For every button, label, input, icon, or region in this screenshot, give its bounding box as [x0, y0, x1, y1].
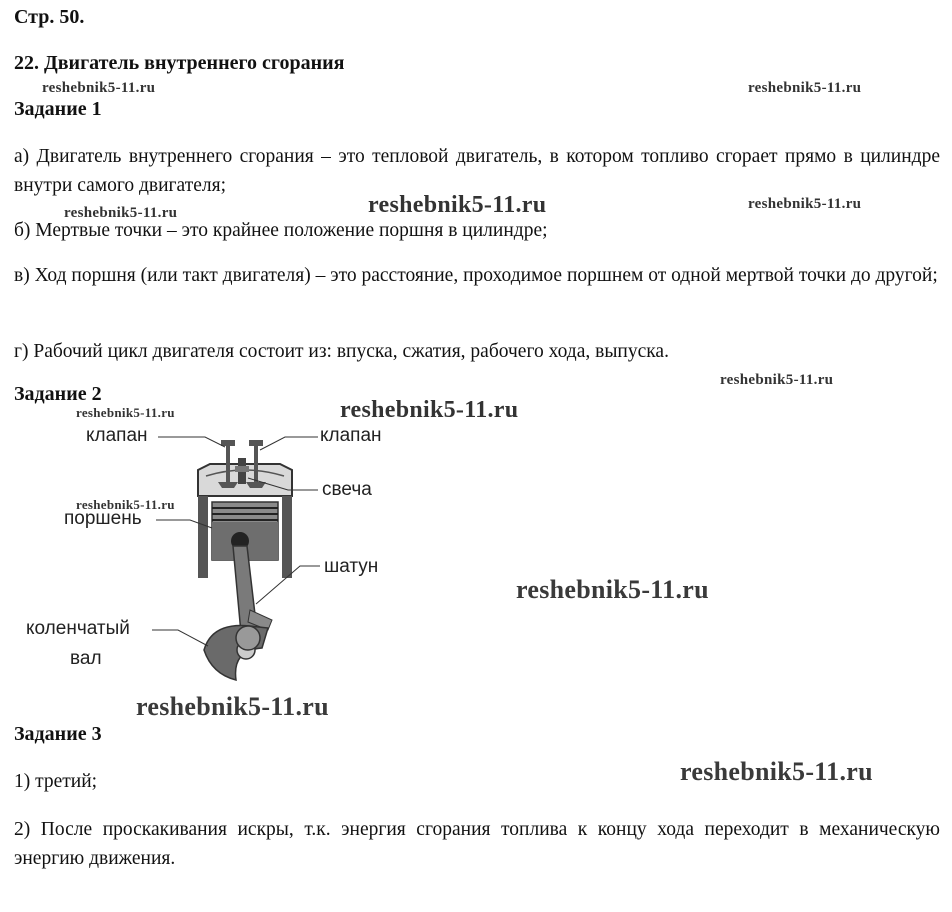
- task2-title: Задание 2: [14, 383, 102, 405]
- leader-valve-left: [158, 437, 225, 447]
- task1-answer-b: б) Мертвые точки – это крайнее положение поршня в цилиндре;: [14, 220, 548, 241]
- watermark: reshebnik5-11.ru: [64, 205, 178, 221]
- cylinder-wall-left: [198, 496, 208, 578]
- label-spark-plug: свеча: [322, 479, 372, 500]
- label-valve-right: клапан: [320, 425, 382, 446]
- leader-crankshaft: [152, 630, 208, 646]
- watermark: reshebnik5-11.ru: [42, 80, 156, 96]
- label-piston: поршень: [64, 508, 142, 529]
- watermark: reshebnik5-11.ru: [76, 405, 175, 420]
- task1-answer-a: а) Двигатель внутреннего сгорания – это тепловой двигатель, в котором топливо сгорает прямо в цилиндре внутри самого двигателя;: [14, 146, 940, 196]
- watermark: reshebnik5-11.ru: [748, 80, 862, 96]
- crankshaft: [204, 626, 268, 681]
- label-rod: шатун: [324, 556, 379, 577]
- label-valve-left: клапан: [86, 425, 148, 446]
- label-crankshaft-line2: вал: [70, 648, 102, 669]
- task1-title: Задание 1: [14, 98, 102, 120]
- cylinder-wall-right: [282, 496, 292, 578]
- label-crankshaft-line1: коленчатый: [26, 618, 130, 639]
- watermark: reshebnik5-11.ru: [748, 196, 862, 212]
- watermark: reshebnik5-11.ru: [368, 192, 547, 218]
- watermark: reshebnik5-11.ru: [680, 757, 873, 786]
- watermark: reshebnik5-11.ru: [76, 497, 175, 512]
- watermark: reshebnik5-11.ru: [340, 397, 519, 423]
- watermark: reshebnik5-11.ru: [136, 692, 329, 721]
- watermark: reshebnik5-11.ru: [720, 372, 834, 388]
- watermark: reshebnik5-11.ru: [516, 575, 709, 604]
- task1-answer-d: г) Рабочий цикл двигателя состоит из: впуска, сжатия, рабочего хода, выпуска.: [14, 341, 669, 362]
- task3-title: Задание 3: [14, 723, 102, 745]
- leader-valve-right: [260, 437, 318, 450]
- task3-answer-2: 2) После проскакивания искры, т.к. энергия сгорания топлива к концу хода переходит в механическую энергию движения.: [14, 819, 940, 869]
- section-title: 22. Двигатель внутреннего сгорания: [14, 52, 345, 74]
- task3-answer-1: 1) третий;: [14, 771, 98, 792]
- page-number: Стр. 50.: [14, 6, 85, 28]
- task1-answer-c: в) Ход поршня (или такт двигателя) – это расстояние, проходимое поршнем от одной мертвой точки до другой;: [14, 265, 938, 286]
